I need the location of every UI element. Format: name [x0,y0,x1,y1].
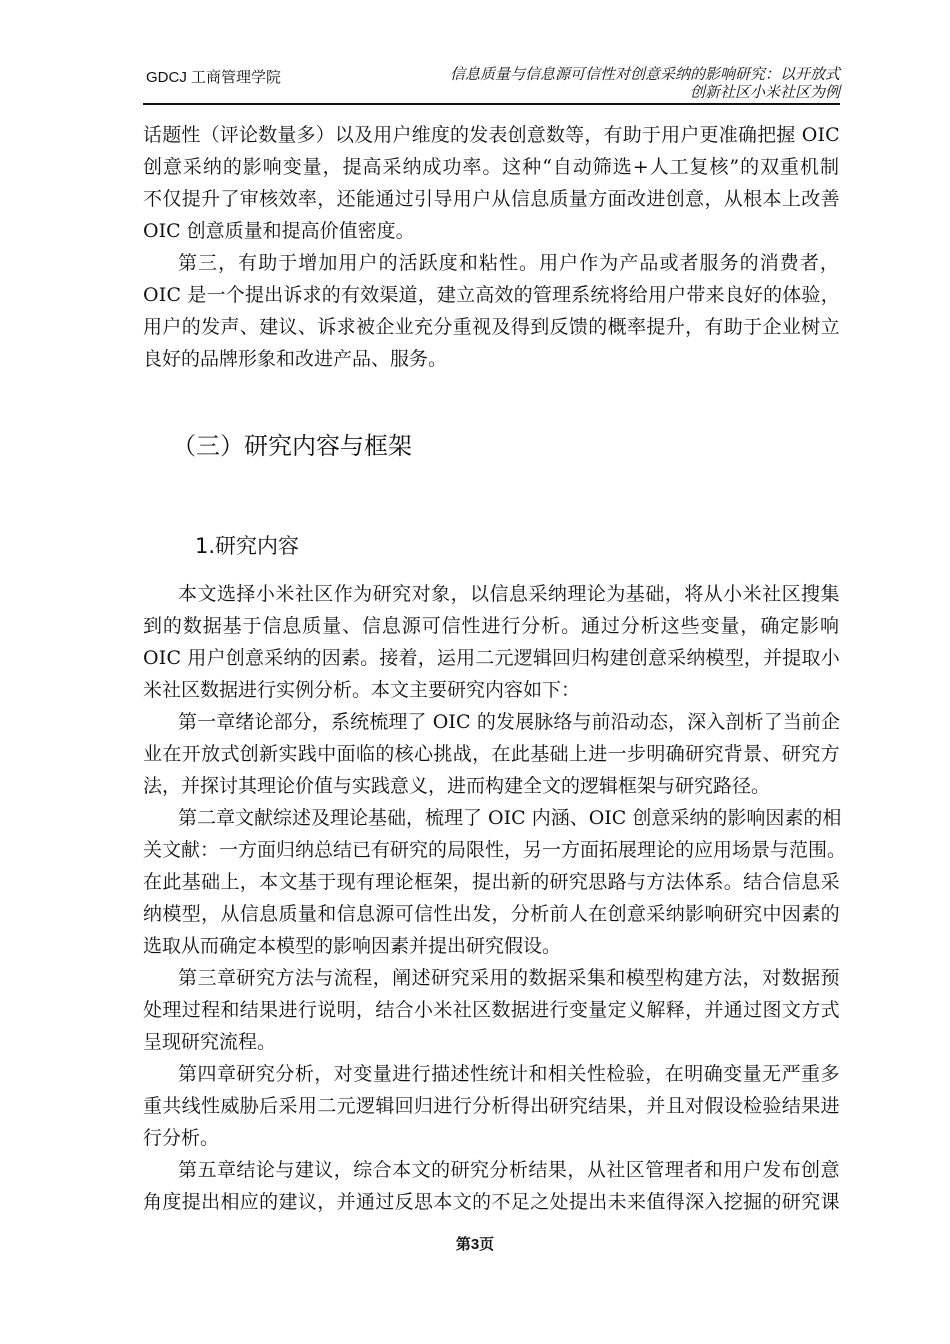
paragraph-line: 呈现研究流程。 [143,1031,277,1053]
paragraph-line: 关文献：一方面归纳总结已有研究的局限性，另一方面拓展理论的应用场景与范围。 [143,839,847,861]
paragraph-line: 角度提出相应的建议，并通过反思本文的不足之处提出未来值得深入挖掘的研究课 [143,1191,840,1213]
paragraph-line: 处理过程和结果进行说明，结合小米社区数据进行变量定义解释，并通过图文方式 [143,999,840,1021]
paragraph-line: 第五章结论与建议，综合本文的研究分析结果，从社区管理者和用户发布创意 [178,1159,840,1181]
header-title-line-2: 创新社区小米社区为例 [689,84,840,101]
paragraph-line: 第一章绪论部分，系统梳理了 OIC 的发展脉络与前沿动态，深入剖析了当前企 [178,711,841,733]
paragraph-line: OIC 是一个提出诉求的有效渠道，建立高效的管理系统将给用户带来良好的体验， [143,284,840,306]
paragraph-line: 业在开放式创新实践中面临的核心挑战，在此基础上进一步明确研究背景、研究方 [143,743,840,765]
paragraph-line: 创意采纳的影响变量，提高采纳成功率。这种“自动筛选+人工复核”的双重机制 [143,156,840,178]
paragraph-line: 米社区数据进行实例分析。本文主要研究内容如下： [143,679,581,701]
header-rule [143,103,840,105]
section-heading: （三）研究内容与框架 [172,432,412,460]
paragraph-line: 在此基础上，本文基于现有理论框架，提出新的研究思路与方法体系。结合信息采 [143,871,840,893]
paragraph-line: 本文选择小米社区作为研究对象，以信息采纳理论为基础，将从小米社区搜集 [178,583,840,605]
paragraph-line: OIC 创意质量和提高价值密度。 [143,220,415,242]
paragraph-line: OIC 用户创意采纳的因素。接着，运用二元逻辑回归构建创意采纳模型，并提取小 [143,647,840,669]
paragraph-line: 话题性（评论数量多）以及用户维度的发表创意数等，有助于用户更准确把握 OIC [143,124,840,146]
paragraph-line: 第二章文献综述及理论基础，梳理了 OIC 内涵、OIC 创意采纳的影响因素的相 [178,807,842,829]
subsection-heading: 1.研究内容 [195,534,300,558]
paragraph-line: 不仅提升了审核效率，还能通过引导用户从信息质量方面改进创意，从根本上改善 [143,188,840,210]
paragraph-line: 选取从而确定本模型的影响因素并提出研究假设。 [143,935,562,957]
header-title [450,66,840,102]
paragraph-line: 第四章研究分析，对变量进行描述性统计和相关性检验，在明确变量无严重多 [178,1063,840,1085]
paragraph-line: 第三章研究方法与流程，阐述研究采用的数据采集和模型构建方法，对数据预 [178,967,840,989]
paragraph-line: 重共线性威胁后采用二元逻辑回归进行分析得出研究结果，并且对假设检验结果进 [143,1095,840,1117]
paragraph-line: 第三，有助于增加用户的活跃度和粘性。用户作为产品或者服务的消费者， [178,252,840,274]
paragraph-line: 良好的品牌形象和改进产品、服务。 [143,348,448,370]
paragraph-line: 纳模型，从信息质量和信息源可信性出发，分析前人在创意采纳影响研究中因素的 [143,903,840,925]
header-institution: GDCJ 工商管理学院 [146,69,282,86]
paragraph-line: 用户的发声、建议、诉求被企业充分重视及得到反馈的概率提升，有助于企业树立 [143,316,840,338]
header-title-line-1: 信息质量与信息源可信性对创意采纳的影响研究：以开放式 [449,66,840,83]
paragraph-line: 到的数据基于信息质量、信息源可信性进行分析。通过分析这些变量，确定影响 [143,615,840,637]
paragraph-line: 法，并探讨其理论价值与实践意义，进而构建全文的逻辑框架与研究路径。 [143,775,771,797]
page-number: 第3页 [455,1236,495,1253]
paragraph-line: 行分析。 [143,1127,220,1149]
